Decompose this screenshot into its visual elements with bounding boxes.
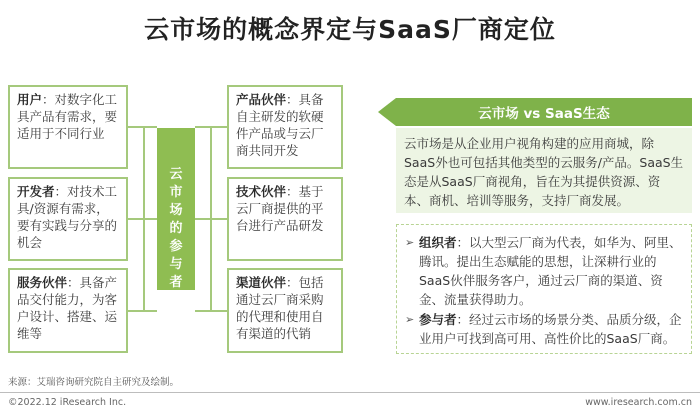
partner-box-channel — [227, 268, 343, 353]
connector-line — [143, 126, 145, 312]
partner-box-product — [227, 85, 343, 169]
box-text: 包括通过云厂商采购的代理和使用自有渠道的代销 — [236, 275, 324, 341]
partner-box-technology — [227, 177, 343, 261]
source-note: 来源：艾瑞咨询研究院自主研究及绘制。 — [8, 377, 180, 388]
box-separator: ： — [286, 184, 299, 199]
box-text: 对数字化工具产品有需求，要适用于不同行业 — [17, 92, 118, 141]
box-heading: 渠道伙伴 — [236, 275, 287, 290]
connector-line — [210, 126, 212, 312]
comparison-header: 云市场 vs SaaS生态 — [396, 98, 692, 126]
box-separator: ： — [42, 92, 55, 107]
box-separator: ： — [286, 92, 299, 107]
footer-divider — [0, 392, 700, 393]
role-list — [396, 224, 692, 354]
header-arrow — [378, 98, 396, 126]
website-url: www.iresearch.com.cn — [585, 397, 692, 408]
box-separator: ： — [67, 275, 80, 290]
box-heading: 技术伙伴 — [236, 184, 287, 199]
label-char: 的 — [169, 221, 183, 236]
comparison-description: 云市场是从企业用户视角构建的应用商城，除SaaS外也可包括其他类型的云服务/产品。SaaS生态是从SaaS厂商视角，旨在为其提供资源、资本、商机、培训等服务，支持厂商发展。 — [396, 128, 692, 213]
box-text: 基于云厂商提供的平台进行产品研发 — [236, 184, 324, 233]
label-char: 与 — [169, 257, 183, 272]
list-item-separator: ： — [456, 312, 470, 327]
list-item-heading: 组织者 — [419, 235, 457, 250]
box-text: 具备产品交付能力，为客户设计、搭建、运维等 — [17, 275, 118, 341]
label-char: 场 — [169, 203, 183, 218]
label-char: 市 — [169, 185, 183, 200]
participant-box-developer — [8, 177, 128, 261]
list-item — [405, 310, 683, 348]
copyright: ©2022.12 iResearch Inc. — [8, 397, 127, 408]
box-separator: ： — [286, 275, 299, 290]
list-item-text: 经过云市场的场景分类、品质分级，企业用户可找到高可用、高性价比的SaaS厂商。 — [419, 312, 682, 346]
box-heading: 用户 — [17, 92, 43, 107]
list-item-text: 以大型云厂商为代表，如华为、阿里、腾讯。提出生态赋能的思想，让深耕行业的SaaS伙伴服务客户，通过云厂商的渠道、资金、流量获得助力。 — [419, 235, 682, 307]
participant-box-service-partner — [8, 268, 128, 353]
label-char: 云 — [169, 167, 183, 182]
box-separator: ： — [54, 184, 68, 199]
list-item-heading: 参与者 — [419, 312, 457, 327]
participants-label — [157, 128, 195, 290]
arrow-bullet-icon: ➢ — [405, 313, 415, 326]
box-text: 具备自主研发的软硬件产品或与云厂商共同开发 — [236, 92, 324, 158]
label-char: 参 — [169, 239, 183, 254]
list-item — [405, 233, 683, 309]
label-char: 者 — [169, 275, 183, 290]
arrow-bullet-icon: ➢ — [405, 236, 415, 249]
box-heading: 服务伙伴 — [17, 275, 68, 290]
list-item-separator: ： — [456, 235, 470, 250]
box-text: 对技术工具/资源有需求，要有实践与分享的机会 — [17, 184, 118, 250]
box-heading: 产品伙伴 — [236, 92, 287, 107]
page-title: 云市场的概念界定与SaaS厂商定位 — [144, 15, 556, 44]
participant-box-user — [8, 85, 128, 169]
box-heading: 开发者 — [17, 184, 55, 199]
